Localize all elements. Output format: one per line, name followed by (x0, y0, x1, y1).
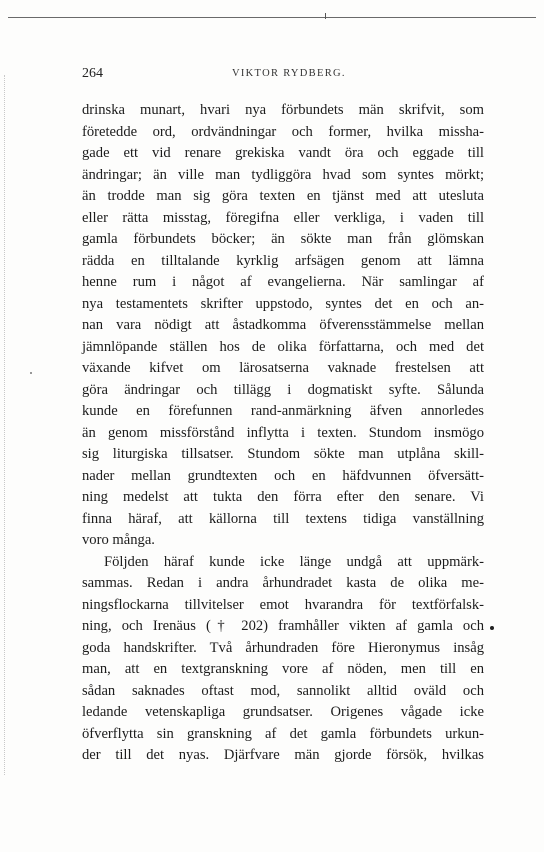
running-head: VIKTOR RYDBERG. (232, 68, 346, 79)
text-line: voro många. (82, 532, 155, 548)
text-line: finna häraf, att källorna till textens tidiga vanställning (82, 510, 484, 527)
text-line: ning, och Irenäus († 202) framhåller vikten af gamla och (82, 618, 484, 634)
text-line: jämnlöpande ställen hos de olika författarna, och med det (82, 338, 484, 355)
text-line: öfverflytta sin granskning af det gamla förbundets urkun- (82, 725, 484, 742)
text-line: ningsflockarna tillvitelser emot hvarandra för textförfalsk- (82, 596, 484, 613)
page-number: 264 (82, 66, 103, 81)
text-line: man, att en textgranskning vore af nöden, men till en (82, 661, 484, 677)
text-line: nya testamentets skrifter uppstodo, syntes det en och an- (82, 295, 484, 312)
margin-speck (30, 372, 32, 374)
text-line: sådan saknades oftast mod, sannolikt alltid oväld och (82, 682, 484, 699)
top-rule-tick (325, 13, 326, 19)
text-line: rädda en tilltalande kyrklig arfsägen genom att lämna (82, 252, 484, 269)
text-line: gamla förbundets böcker; än sökte man från glömskan (82, 231, 484, 247)
text-line: goda handskrifter. Två århundraden före Hieronymus insåg (82, 639, 484, 656)
page-edge-shadow (4, 75, 6, 775)
paragraph (82, 100, 484, 552)
text-line: Följden häraf kunde icke länge undgå att uppmärk- (104, 553, 484, 570)
text-line: eller rätta misstag, föregifna eller verkliga, i vaden till (82, 209, 484, 226)
text-line: växande kifvet om lärosatserna vaknade frestelsen att (82, 360, 484, 376)
text-line: ning medelst att tukta den förra efter den senare. Vi (82, 489, 484, 505)
text-line: göra ändringar och tillägg i dogmatiskt syfte. Sålunda (82, 381, 484, 398)
text-line: ändringar; än ville man tydliggöra hvad som syntes mörkt; (82, 166, 484, 183)
text-line: henne rum i något af evangelierna. När samlingar af (82, 274, 484, 290)
body-text (82, 100, 484, 767)
text-line: gade ett vid renare grekiska vandt öra och eggade till (82, 145, 484, 161)
text-line: ledande vetenskapliga grundsatser. Origenes vågade icke (82, 704, 484, 720)
text-line: än genom missförstånd inflytta i texten. Stundom insmögo (82, 424, 484, 441)
text-line: företedde ord, ordvändningar och former, hvilka missha- (82, 123, 484, 140)
text-line: sig liturgiska tillsatser. Stundom sökte man utplåna skill- (82, 446, 484, 462)
text-line: än trodde man sig göra texten en tjänst med att utesluta (82, 188, 484, 204)
page-header (82, 66, 484, 84)
text-line: kunde en förefunnen rand-anmärkning äfven annorledes (82, 403, 484, 419)
text-line: drinska munart, hvari nya förbundets män skrifvit, som (82, 102, 484, 118)
text-line: nader mellan grundtexten och en häfdvunnen öfversätt- (82, 467, 484, 484)
text-line: der till det nyas. Djärfvare män gjorde försök, hvilkas (82, 747, 484, 763)
text-line: sammas. Redan i andra århundradet kasta de olika me- (82, 575, 484, 591)
top-rule (8, 17, 536, 18)
ink-blot (490, 626, 494, 630)
text-line: nan vara nödigt att åstadkomma öfverensstämmelse mellan (82, 317, 484, 333)
paragraph (82, 552, 484, 767)
